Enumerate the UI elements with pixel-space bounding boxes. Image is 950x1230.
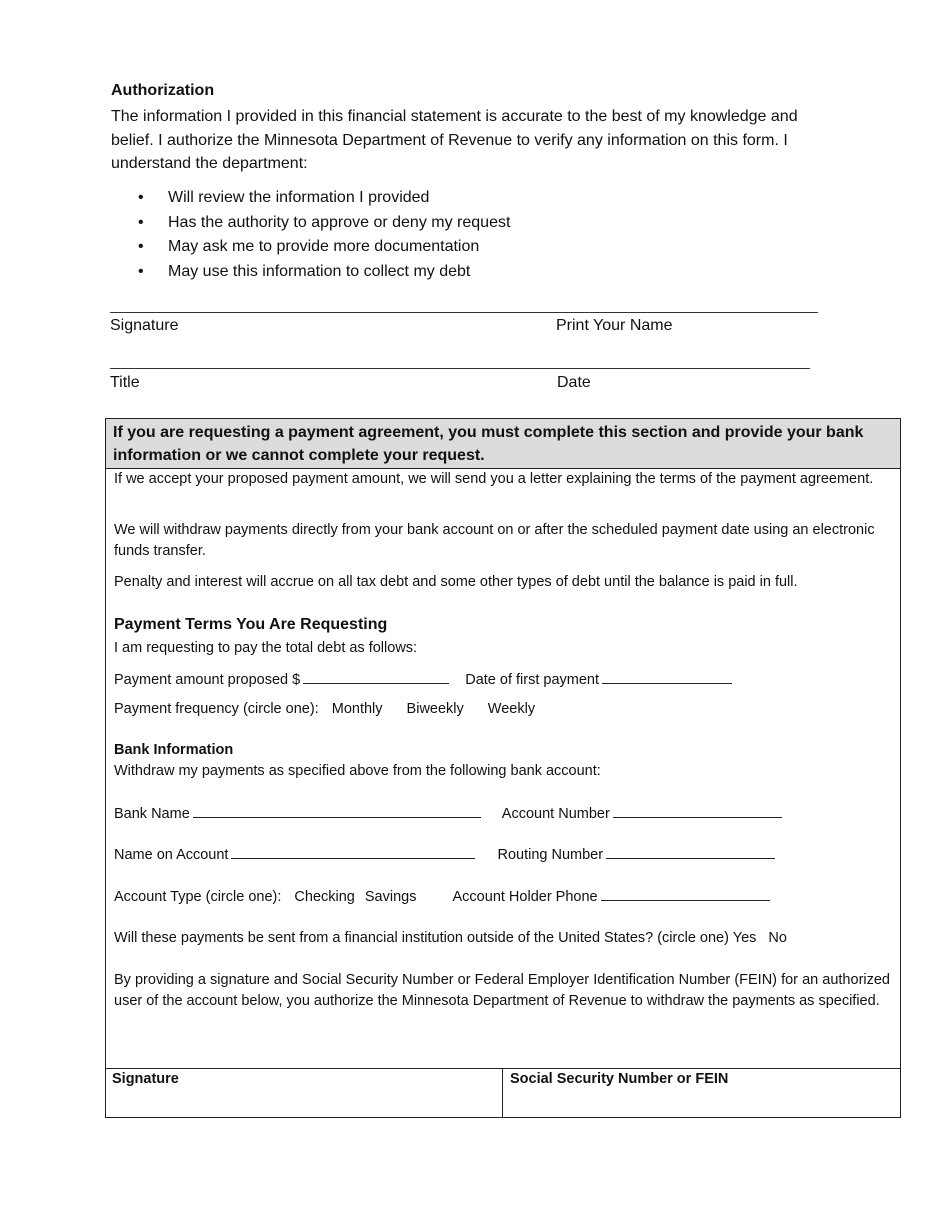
bank-information-heading: Bank Information	[114, 742, 234, 758]
payment-amount-field[interactable]	[303, 671, 449, 684]
routing-number-label: Routing Number	[497, 847, 604, 863]
bank-name-label: Bank Name	[114, 806, 190, 822]
account-type-option-savings[interactable]: Savings	[364, 889, 417, 905]
foreign-institution-question: Will these payments be sent from a financial institution outside of the United States? (circle one)	[114, 930, 729, 946]
payment-agreement-header: If you are requesting a payment agreement, you must complete this section and provide your bank information or we cannot complete your request.	[106, 419, 900, 469]
understanding-list	[138, 186, 510, 284]
payment-amount-row	[114, 671, 732, 688]
payment-frequency-label: Payment frequency (circle one):	[114, 701, 319, 717]
bullet-icon: •	[138, 262, 144, 280]
bullet-icon: •	[138, 213, 144, 231]
bullet-icon: •	[138, 238, 144, 255]
name-on-account-row	[114, 846, 775, 863]
list-item-text: May ask me to provide more documentation	[168, 238, 480, 255]
ssn-fein-label: Social Security Number or FEIN	[510, 1071, 729, 1087]
title-label: Title	[110, 374, 140, 391]
bank-signature-label: Signature	[112, 1071, 179, 1087]
foreign-option-yes[interactable]: Yes	[732, 930, 757, 946]
payment-frequency-row	[114, 701, 535, 717]
signature-line[interactable]	[110, 312, 818, 313]
routing-number-field[interactable]	[606, 846, 775, 859]
list-item-text: Will review the information I provided	[168, 189, 430, 206]
list-item	[138, 235, 510, 260]
first-payment-date-label: Date of first payment	[465, 672, 600, 688]
list-item-text: May use this information to collect my debt	[168, 262, 471, 280]
foreign-option-no[interactable]: No	[768, 930, 787, 946]
title-date-line[interactable]	[110, 368, 810, 369]
signature-label: Signature	[110, 317, 179, 334]
list-item	[138, 186, 510, 211]
frequency-option-monthly[interactable]: Monthly	[331, 701, 383, 717]
account-number-label: Account Number	[501, 806, 610, 822]
frequency-option-biweekly[interactable]: Biweekly	[406, 701, 464, 717]
list-item-text: Has the authority to approve or deny my request	[168, 213, 511, 231]
bank-signature-cell[interactable]	[105, 1069, 502, 1118]
authorization-heading: Authorization	[111, 82, 215, 99]
bank-name-field[interactable]	[193, 805, 481, 818]
penalty-text: Penalty and interest will accrue on all tax debt and some other types of debt until the balance is paid in full.	[114, 574, 798, 590]
bullet-icon: •	[138, 189, 144, 206]
authorization-paragraph: The information I provided in this financial statement is accurate to the best of my knowledge and belief. I authorize the Minnesota Department of Revenue to verify any information on this form. I understand the department:	[111, 108, 798, 172]
account-number-field[interactable]	[613, 805, 782, 818]
payment-agreement-section	[105, 418, 901, 1118]
account-type-label: Account Type (circle one):	[114, 889, 282, 905]
ssn-fein-cell[interactable]	[503, 1069, 899, 1118]
withdraw-authorization-text: By providing a signature and Social Security Number or Federal Employer Identification Number (FEIN) for an authorized user of the account below, you authorize the Minnesota Department of Revenue to withdraw the payments as specified.	[114, 972, 890, 1009]
date-label: Date	[557, 374, 591, 391]
accept-proposal-text: If we accept your proposed payment amount, we will send you a letter explaining the terms of the payment agreement.	[114, 471, 874, 487]
name-on-account-label: Name on Account	[114, 847, 229, 863]
bank-information-intro: Withdraw my payments as specified above from the following bank account:	[114, 763, 601, 779]
account-holder-phone-field[interactable]	[601, 888, 770, 901]
list-item	[138, 260, 510, 285]
list-item	[138, 211, 510, 236]
payment-terms-heading: Payment Terms You Are Requesting	[114, 616, 388, 633]
withdraw-text: We will withdraw payments directly from your bank account on or after the scheduled payment date using an electronic funds transfer.	[114, 522, 875, 559]
payment-terms-intro: I am requesting to pay the total debt as follows:	[114, 640, 418, 656]
bank-name-row	[114, 805, 782, 822]
frequency-option-weekly[interactable]: Weekly	[487, 701, 536, 717]
payment-amount-label: Payment amount proposed $	[114, 672, 301, 688]
name-on-account-field[interactable]	[231, 846, 475, 859]
foreign-institution-row	[114, 930, 787, 946]
account-type-row	[114, 888, 770, 905]
signature-table	[105, 1068, 901, 1118]
account-holder-phone-label: Account Holder Phone	[452, 889, 598, 905]
account-type-option-checking[interactable]: Checking	[294, 889, 355, 905]
print-name-label: Print Your Name	[556, 317, 673, 334]
first-payment-date-field[interactable]	[602, 671, 732, 684]
